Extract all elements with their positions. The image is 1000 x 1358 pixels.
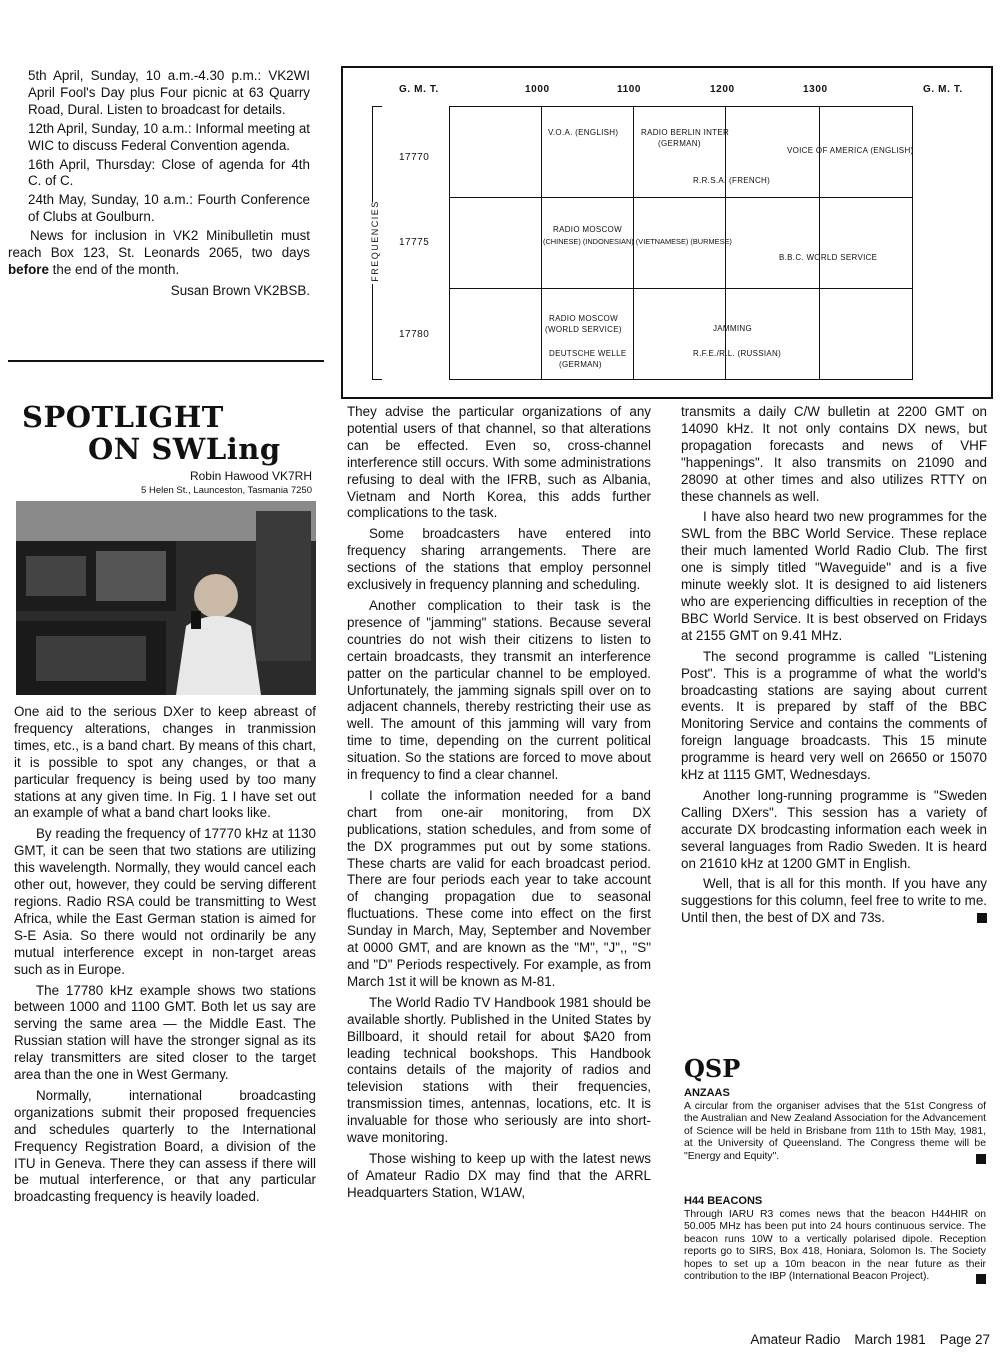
section-divider — [8, 360, 324, 362]
band-chart — [341, 66, 993, 399]
entry-moscow-ws-lang: (WORLD SERVICE) — [545, 325, 622, 334]
entry-voa-2: VOICE OF AMERICA (ENGLISH) — [787, 146, 914, 155]
time-1200: 1200 — [710, 84, 735, 95]
event-item: 16th April, Thursday: Close of agenda for 4th C. of C. — [28, 156, 310, 189]
freq-17770: 17770 — [399, 152, 430, 163]
page-footer — [680, 1332, 990, 1347]
paragraph: The World Radio TV Handbook 1981 should be available shortly. Published in the United States by Billboard, it should retail for about $A20 from leading technical bookshops. This Handbook contains details of the majority of radios and television stations with their frequencies, transmission times, antennas, locations, etc. It is invaluable for those who seriously are into short-wave monitoring. — [347, 994, 651, 1146]
issue-date: March 1981 — [854, 1332, 926, 1347]
entry-berlin-lang: (GERMAN) — [658, 139, 701, 148]
entry-moscow: RADIO MOSCOW — [553, 225, 622, 234]
paragraph: I collate the information needed for a band chart from one-air monitoring, from DX publications, station schedules, and from some of the DX programmes put out by some stations. These charts are valid for each broadcast period. There are four periods each year to take account of changing propagation due to seasonal fluctuations. These come into effect on the first Sunday in March, May, September and November at 0000 GMT, and are known as the "M", "J",, "S" and "D" Periods respectively. For example, as from March 1st it will be known as M-81. — [347, 787, 651, 989]
entry-rfe: R.F.E./R.L. (RUSSIAN) — [693, 349, 782, 358]
paragraph: The second programme is called "Listening Post". This is a programme of what the world's broadcasting stations are saying about current events. It is prepared by staff of the BBC Monitoring Service and contains the comments of foreign language broadcasts. This 15 minute programme is heard very well on 26650 or 15070 kHz at 1115 GMT, Wednesdays. — [681, 648, 987, 783]
article-column-1 — [14, 704, 316, 1210]
event-item: 5th April, Sunday, 10 a.m.-4.30 p.m.: VK2WI April Fool's Day plus Four picnic at 63 Quarry Road, Dural. Listen to broadcast for details. — [28, 68, 310, 117]
paragraph: I have also heard two new programmes for the SWL from the BBC World Service. These replace their much lamented World Radio Club. The first one is simply titled "Waveguide" and is a five minute weekly slot. It is designed to aid listeners who are experiencing difficulties in reception of the BBC World Service. It is best observed on Fridays at 2155 GMT on 9.41 MHz. — [681, 509, 987, 643]
author-address: 5 Helen St., Launceston, Tasmania 7250 — [141, 485, 312, 496]
event-item: 12th April, Sunday, 10 a.m.: Informal meeting at WIC to discuss Federal Convention agenda. — [28, 120, 310, 153]
paragraph: transmits a daily C/W bulletin at 2200 GMT on 14090 kHz. It not only contains DX news, but propagation forecasts and news of VHF "happenings". It also transmits on 21090 and 28090 at other times and also utilizes RTTY on these channels as well. — [681, 404, 987, 504]
events-column — [8, 68, 310, 304]
entry-berlin: RADIO BERLIN INTER — [641, 128, 730, 137]
paragraph: Those wishing to keep up with the latest news of Amateur Radio DX may find that the ARRL Headquarters Station, W1AW, — [347, 1150, 651, 1200]
paragraph: Another long-running programme is "Sweden Calling DXers". This session has a variety of accurate DX brodcasting information each week in several languages from Radio Sweden. It is heard on 21610 kHz at 1200 GMT in English. — [681, 787, 987, 871]
news-note: News for inclusion in VK2 Minibulletin must reach Box 123, St. Leonards 2065, two days before the end of the month. — [8, 228, 310, 277]
paragraph: Some broadcasters have entered into frequency sharing arrangements. There are sections of the stations that employ personnel exclusively in frequency planning and scheduling. — [347, 526, 651, 593]
paragraph: Normally, international broadcasting organizations submit their proposed frequencies and schedules quarterly to the International Frequency Registration Board, a division of the ITU in Geneva. There they can assess if there will be mutual interference, or that any particular broadcasting frequency is heavily loaded. — [14, 1087, 316, 1205]
paragraph: By reading the frequency of 17770 kHz at 1130 GMT, it can be seen that two stations are utilizing this wavelength. Normally, they would cancel each other out, however, they could be serving different regions. Radio RSA could be transmitting to West Africa, while the East German station is aimed for S-E Asia. So there would not ordinarily be any mutual interference except in non-target areas such as in Europe. — [14, 826, 316, 977]
freq-17780: 17780 — [399, 329, 430, 340]
entry-moscow-ws: RADIO MOSCOW — [549, 314, 618, 323]
time-1300: 1300 — [803, 84, 828, 95]
time-1000: 1000 — [525, 84, 550, 95]
entry-moscow-langs: (CHINESE) (INDONESIAN) (VIETNAMESE) (BURMESE) — [543, 237, 732, 246]
author: Robin Hawood VK7RH — [189, 469, 312, 483]
entry-bbc: B.B.C. WORLD SERVICE — [779, 253, 878, 262]
end-mark — [976, 1274, 986, 1284]
paragraph: Well, that is all for this month. If you have any suggestions for this column, feel free to write to me. Until then, the best of DX and 73s. — [681, 876, 987, 926]
magazine-name: Amateur Radio — [750, 1332, 841, 1347]
entry-rrsa: R.R.S.A. (FRENCH) — [693, 176, 771, 185]
article-column-2 — [347, 404, 651, 1206]
qsp-title: QSP — [684, 1054, 741, 1083]
frequencies-axis-label: FREQUENCIES — [369, 200, 380, 282]
qsp-text: Through IARU R3 comes news that the beacon H44HIR on 50.005 MHz has been put into 24 hours continuous service. The beacon runs 10W to a vertically polarised dipole. Reception reports go to SIRS, Box 418, Honiara, Solomon Is. The Society hopes to set up a 10m beacon in the near future as their contribution to the IBP (International Beacon Project). — [684, 1209, 986, 1283]
gmt-label-right: G. M. T. — [923, 84, 963, 95]
signature: Susan Brown VK2BSB. — [170, 282, 310, 298]
article-column-3 — [681, 404, 987, 931]
qsp-heading: H44 BEACONS — [684, 1195, 763, 1207]
end-mark — [977, 913, 987, 923]
operator-photo — [16, 501, 316, 695]
article-title-line1: SPOTLIGHT — [22, 400, 224, 434]
freq-17775: 17775 — [399, 237, 430, 248]
qsp-text: A circular from the organiser advises that the 51st Congress of the Australian and New Zealand Association for the Advancement of Science will be held in Brisbane from 11th to 15th May, 1981, at the University of Queensland. The Congress theme will be "Energy and Equity". — [684, 1101, 986, 1162]
entry-jamming: JAMMING — [713, 324, 752, 333]
paragraph: One aid to the serious DXer to keep abreast of frequency alterations, changes in tranmission times, etc., is a band chart. By means of this chart, it is possible to spot any changes, or that a particular frequency is being used by too many stations at any given time. In Fig. 1 I have set out an example of what a band chart looks like. — [14, 704, 316, 821]
entry-voa: V.O.A. (ENGLISH) — [548, 128, 619, 137]
qsp-heading: ANZAAS — [684, 1087, 730, 1099]
paragraph: They advise the particular organizations of any potential users of that channel, so that alterations can be effected. Even so, cross-channel interference still occurs. With some administrations refusing to deal with the IFRB, such as Albania, Vietnam and North Korea, this adds further complications to the task. — [347, 404, 651, 521]
end-mark — [976, 1154, 986, 1164]
paragraph: Another complication to their task is the presence of "jamming" stations. Because several countries do not wish their citizens to listen to certain broadcasts, they transmit an interference patter on the particular channel to be employed. Unfortunately, the jamming signals spill over on to adjacent channels, thereby restricting their use as well. The amount of this jamming will vary from time to time, depending on the current political situation. So the stations are forced to move about in frequency to find a clear channel. — [347, 597, 651, 783]
page-number: Page 27 — [939, 1332, 990, 1347]
gmt-label-left: G. M. T. — [399, 84, 439, 95]
time-1100: 1100 — [617, 84, 642, 95]
event-item: 24th May, Sunday, 10 a.m.: Fourth Conference of Clubs at Goulburn. — [28, 192, 310, 225]
entry-dw-lang: (GERMAN) — [559, 360, 602, 369]
paragraph: The 17780 kHz example shows two stations between 1000 and 1100 GMT. Both let us say are serving the same area — the Middle East. The Russian station will have the stronger signal as its relay transmitters are sited closer to the target area than the one in West Germany. — [14, 982, 316, 1083]
entry-dw: DEUTSCHE WELLE — [549, 349, 627, 358]
article-title-line2: ON SWLing — [88, 432, 281, 466]
